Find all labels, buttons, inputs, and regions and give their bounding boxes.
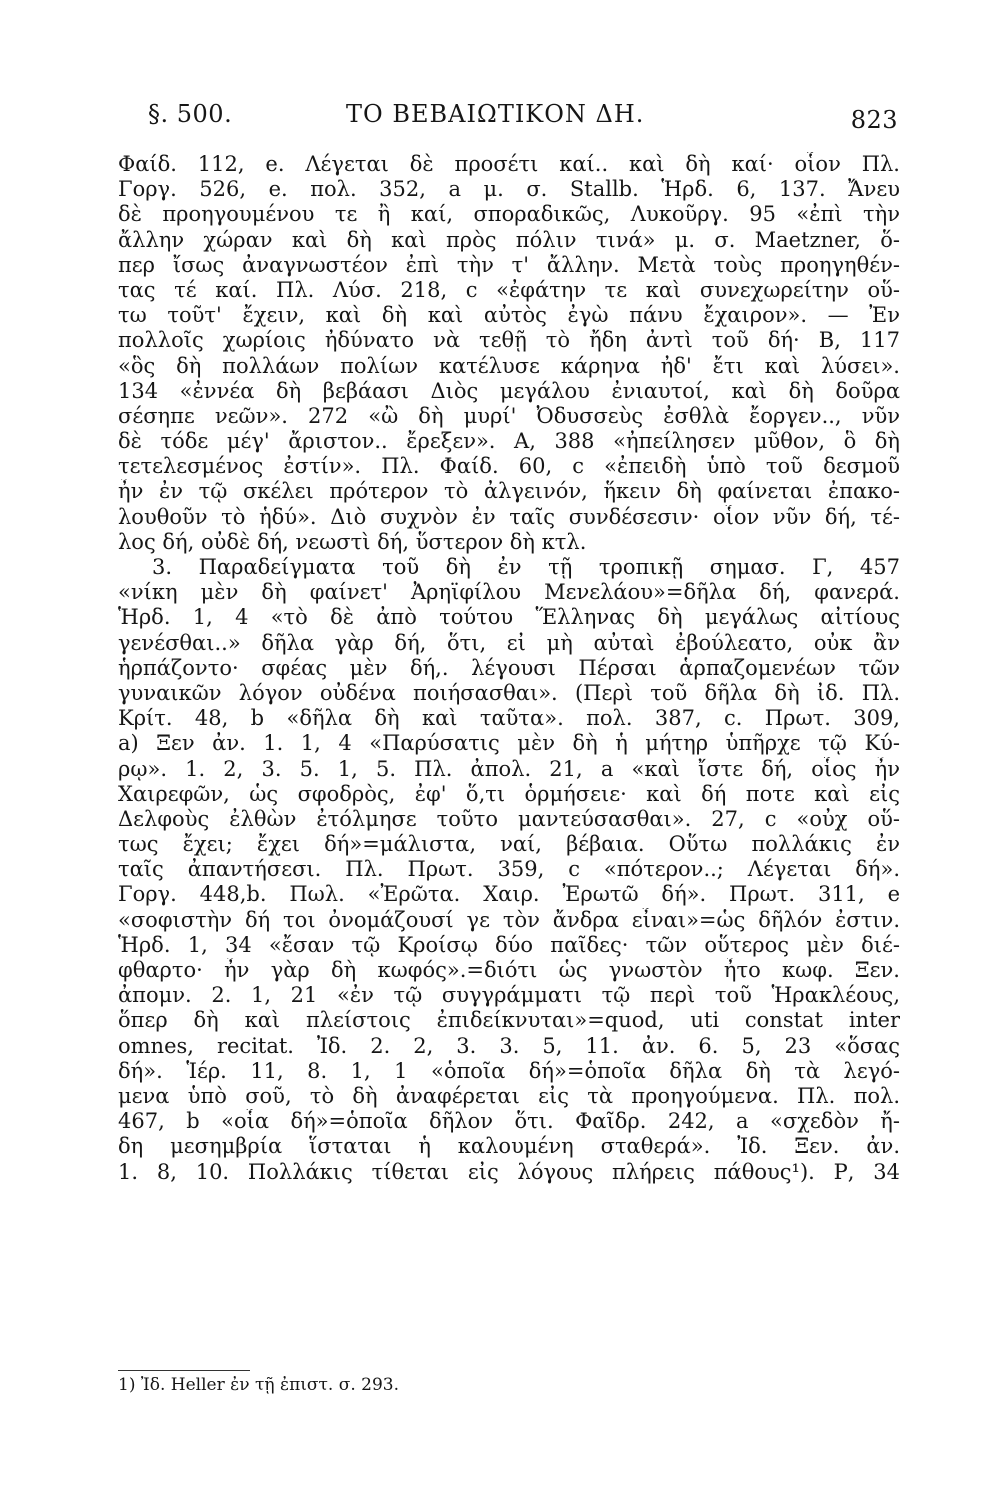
text-line: ὅπερ δὴ καὶ πλείστοις ἐπιδείκνυται»=quod, uti constat inter (118, 1008, 900, 1033)
text-line: λος δή, οὐδὲ δή, νεωστὶ δή, ὕστερον δὴ κτλ. (118, 529, 587, 554)
text-line: τω τοῦτ' ἔχειν, καὶ δὴ καὶ αὐτὸς ἐγὼ πάνυ ἔχαιρον». — Ἐν (118, 303, 900, 328)
text-line: ἡρπάζοντο· σφέας μὲν δή,. λέγουσι Πέρσαι ἁρπαζομενέων τῶν (118, 655, 900, 680)
text-line: δή». Ἱέρ. 11, 8. 1, 1 «ὁποῖα δή»=ὁποῖα δῆλα δὴ τὰ λεγό- (118, 1058, 900, 1083)
text-line: omnes, recitat. Ἰδ. 2. 2, 3. 3. 5, 11. ἀν. 6. 5, 23 «ὅσας (118, 1033, 900, 1058)
text-line: φθαρτο· ἦν γὰρ δὴ κωφός».=διότι ὡς γνωστὸν ἦτο κωφ. Ξεν. (118, 958, 900, 982)
text-line: «σοφιστὴν δή τοι ὀνομάζουσί γε τὸν ἄνδρα εἶναι»=ὡς δῆλόν ἐστιν. (118, 907, 900, 932)
text-line: μενα ὑπὸ σοῦ, τὸ δὴ ἀναφέρεται εἰς τὰ προηγούμενα. Πλ. πολ. (118, 1083, 900, 1108)
text-line: a) Ξεν ἀν. 1. 1, 4 «Παρύσατις μὲν δὴ ἡ μήτηρ ὑπῆρχε τῷ Κύ- (118, 731, 900, 756)
text-line: λουθοῦν τὸ ἡδύ». Διὸ συχνὸν ἐν ταῖς συνδέσεσιν· οἷον νῦν δή, τέ- (118, 504, 900, 529)
text-line: δὲ προηγουμένου τε ἢ καί, σποραδικῶς, Λυκοῦργ. 95 «ἐπὶ τὴν (118, 202, 900, 227)
running-title: ΤΟ ΒΕΒΑΙΩΤΙΚΟΝ ΔΗ. (346, 100, 645, 128)
text-line: πολλοῖς χωρίοις ἠδύνατο νὰ τεθῇ τὸ ἤδη ἀντὶ τοῦ δή· Β, 117 (118, 328, 900, 353)
footnote: 1) Ἰδ. Heller ἐν τῇ ἐπιστ. σ. 293. (118, 1375, 399, 1395)
text-line: ἀπομν. 2. 1, 21 «ἐν τῷ συγγράμματι τῷ περὶ τοῦ Ἡρακλέους, (118, 983, 900, 1008)
text-line: δὲ τόδε μέγ' ἄριστον.. ἔρεξεν». Α, 388 «ἠπείλησεν μῦθον, ὃ δὴ (118, 429, 900, 454)
text-line: τως ἔχει; ἔχει δή»=μάλιστα, ναί, βέβαια. Οὕτω πολλάκις ἐν (118, 832, 900, 857)
text-line: Δελφοὺς ἐλθὼν ἐτόλμησε τοῦτο μαντεύσασθαι». 27, c «οὐχ οὕ- (118, 806, 900, 831)
text-line: 134 «ἐννέα δὴ βεβάασι Διὸς μεγάλου ἐνιαυτοί, καὶ δὴ δοῦρα (118, 378, 900, 403)
text-line: Ἡρδ. 1, 34 «ἔσαν τῷ Κροίσῳ δύο παῖδες· τῶν οὕτερος μὲν διέ- (118, 932, 900, 957)
section-number: §. 500. (148, 100, 233, 128)
text-line: τας τέ καί. Πλ. Λύσ. 218, c «ἐφάτην τε καὶ συνεχωρείτην οὕ- (118, 277, 900, 302)
text-line: ἦν ἐν τῷ σκέλει πρότερον τὸ ἀλγεινόν, ἥκειν δὴ φαίνεται ἐπακο- (118, 479, 900, 504)
footnote-divider (118, 1370, 250, 1371)
text-line: ἄλλην χώραν καὶ δὴ καὶ πρὸς πόλιν τινά» μ. σ. Maetzner, ὅ- (118, 227, 900, 252)
running-header (148, 100, 898, 140)
text-line: Φαίδ. 112, e. Λέγεται δὲ προσέτι καί.. καὶ δὴ καί· οἷον Πλ. (118, 152, 900, 176)
text-line: δη μεσημβρία ἵσταται ἡ καλουμένη σταθερά». Ἰδ. Ξεν. ἀν. (118, 1134, 900, 1159)
text-line: γενέσθαι..» δῆλα γὰρ δή, ὅτι, εἰ μὴ αὐταὶ ἐβούλεατο, οὐκ ἂν (118, 630, 900, 655)
text-line: ρῳ». 1. 2, 3. 5. 1, 5. Πλ. ἀπολ. 21, a «καὶ ἴστε δή, οἷος ἦν (118, 756, 900, 781)
text-line: «ὃς δὴ πολλάων πολίων κατέλυσε κάρηνα ἠδ' ἔτι καὶ λύσει». (118, 353, 900, 378)
text-line: Ἡρδ. 1, 4 «τὸ δὲ ἀπὸ τούτου Ἕλληνας δὴ μεγάλως αἰτίους (118, 605, 900, 630)
text-line: Χαιρεφῶν, ὡς σφοδρὸς, ἐφ' ὅ,τι ὁρμήσειε· καὶ δή ποτε καὶ εἰς (118, 781, 900, 806)
text-line: 1. 8, 10. Πολλάκις τίθεται εἰς λόγους πλήρεις πάθους¹). Ρ, 34 (118, 1159, 900, 1184)
text-line: Κρίτ. 48, b «δῆλα δὴ καὶ ταῦτα». πολ. 387, c. Πρωτ. 309, (118, 706, 900, 731)
text-line: περ ἴσως ἀναγνωστέον ἐπὶ τὴν τ' ἄλλην. Μετὰ τοὺς προηγηθέν- (118, 252, 900, 277)
text-line: σέσηπε νεῶν». 272 «ὢ δὴ μυρί' Ὀδυσσεὺς ἐσθλὰ ἔοργεν.., νῦν (118, 403, 900, 428)
page-number: 823 (850, 106, 898, 134)
text-line: 3. Παραδείγματα τοῦ δὴ ἐν τῇ τροπικῇ σημασ. Γ, 457 (152, 555, 900, 579)
text-line: γυναικῶν λόγον οὐδένα ποιήσασθαι». (Περὶ τοῦ δῆλα δὴ ἰδ. Πλ. (118, 680, 900, 705)
text-line: 467, b «οἷα δή»=ὁποῖα δῆλον ὅτι. Φαῖδρ. 242, a «σχεδὸν ἤ- (118, 1109, 900, 1134)
text-line: «νίκη μὲν δὴ φαίνετ' Ἀρηϊφίλου Μενελάου»=δῆλα δή, φανερά. (118, 580, 900, 605)
body-text (118, 152, 900, 1185)
text-line: τετελεσμένος ἐστίν». Πλ. Φαίδ. 60, c «ἐπειδὴ ὑπὸ τοῦ δεσμοῦ (118, 454, 900, 479)
text-line: ταῖς ἀπαντήσεσι. Πλ. Πρωτ. 359, c «πότερον..; Λέγεται δή». (118, 857, 900, 882)
text-line: Γοργ. 448,b. Πωλ. «Ἐρῶτα. Χαιρ. Ἐρωτῶ δή». Πρωτ. 311, e (118, 882, 900, 907)
text-line: Γοργ. 526, e. πολ. 352, a μ. σ. Stallb. Ἡρδ. 6, 137. Ἄνευ (118, 177, 900, 202)
